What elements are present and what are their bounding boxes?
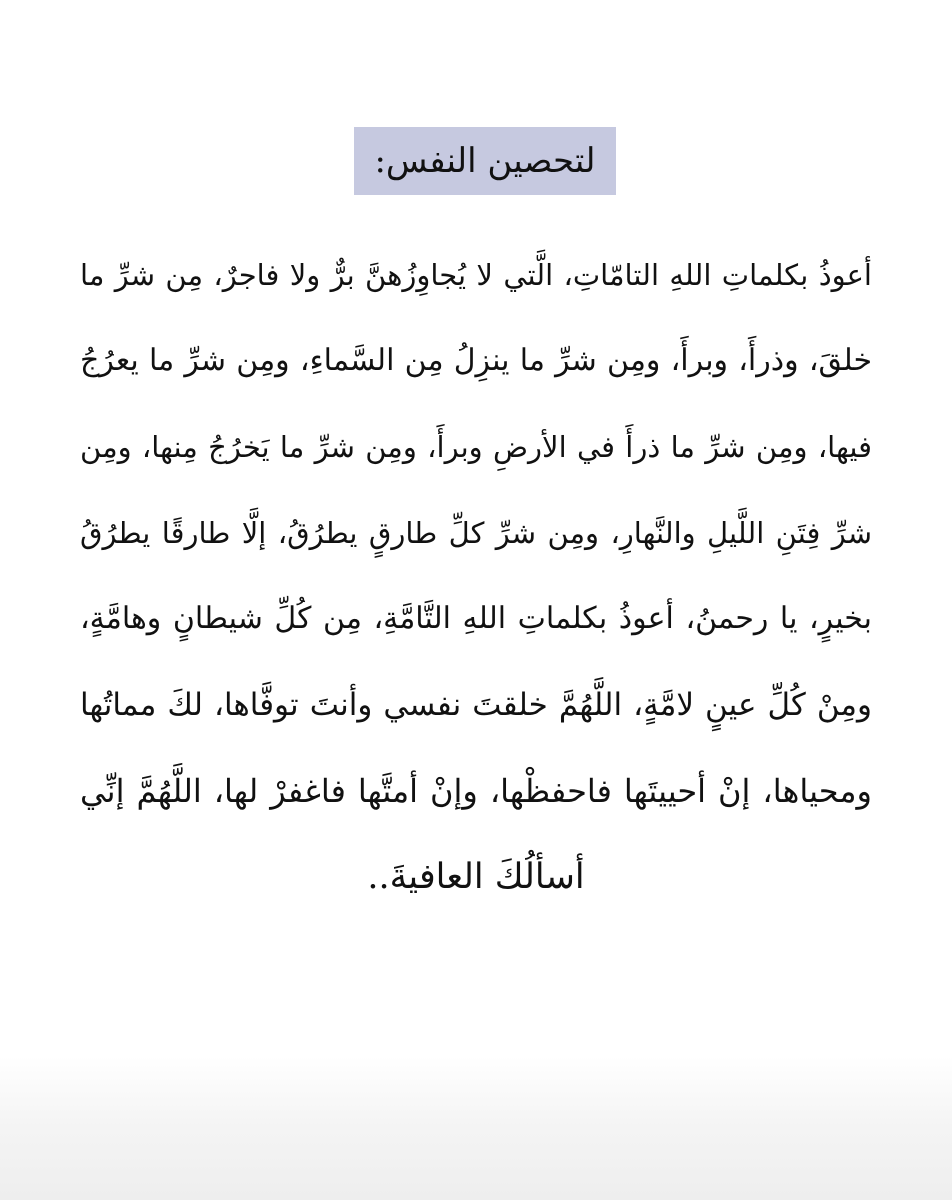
text-line: ومِنْ كُلِّ عينٍ لامَّةٍ، اللَّهُمَّ خلقتَ نفسي وأنتَ توفَّاها، لكَ مماتُها <box>80 687 872 723</box>
text-line: خلقَ، وذرأَ، وبرأَ، ومِن شرِّ ما ينزِلُ مِن السَّماءِ، ومِن شرِّ ما يعرُجُ <box>80 343 872 378</box>
text-line-final: أسألُكَ العافيةَ.. <box>367 857 585 897</box>
title-box <box>354 127 616 195</box>
text-line: بخيرٍ، يا رحمنُ، أعوذُ بكلماتِ اللهِ التَّامَّةِ، مِن كُلِّ شيطانٍ وهامَّةٍ، <box>80 601 872 636</box>
text-line: شرِّ فِتَنِ اللَّيلِ والنَّهارِ، ومِن شرِّ كلِّ طارقٍ يطرُقُ، إلَّا طارقًا يطرُقُ <box>80 516 872 550</box>
page-title: لتحصين النفس: <box>374 141 596 181</box>
text-line: ومحياها، إنْ أحييتَها فاحفظْها، وإنْ أمتَّها فاغفرْ لها، اللَّهُمَّ إنِّي <box>80 772 872 810</box>
text-line: فيها، ومِن شرِّ ما ذرأَ في الأرضِ وبرأَ، ومِن شرِّ ما يَخرُجُ مِنها، ومِن <box>80 430 872 464</box>
text-line: أعوذُ بكلماتِ اللهِ التامّاتِ، الَّتي لا يُجاوِزُهنَّ برٌّ ولا فاجرٌ، مِن شرِّ ما <box>80 258 872 292</box>
supplication-text <box>80 232 872 920</box>
